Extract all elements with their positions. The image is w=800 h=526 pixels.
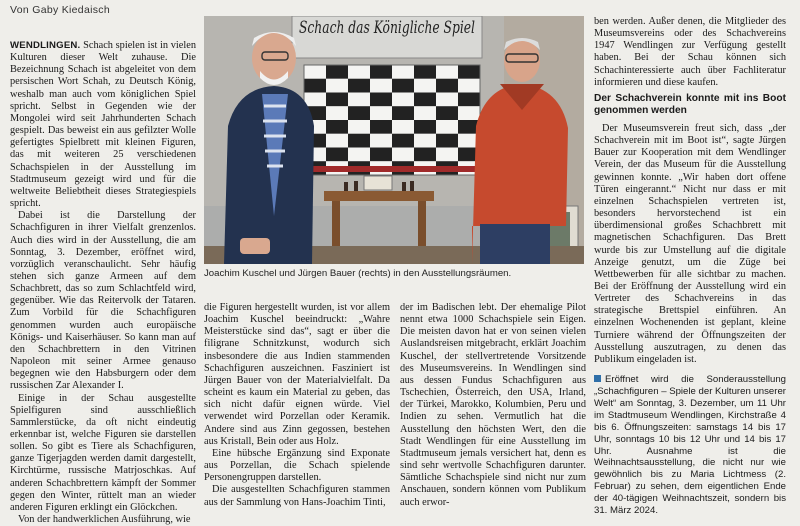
paragraph: Der Museumsverein freut sich, dass „der Schachverein mit im Boot ist“, sagte Jürgen Bauer zur Kooperation mit dem Wendlinger Verein, der das Museum für die Ausstellung gewinnen konnte. „Wir haben dort offene Türen eingerannt.“ Nicht nur dass er mit einzelnen Schachspielen vertreten ist, besonders hervorstechend ist ein überdimensional großes Schachbrett mit magnetischen Schachfiguren. Das Brett wurde bis zur Umstellung auf die digitale Anzeige genutzt, um die Züge bei Wettbewerben für alle sichtbar zu machen. Bei der Eröffnung der Ausstellung wird ein Vertreter des Schachvereins in das strategische Brettspiel einführen. An einzelnen Wochenenden ist geplant, kleine Turniere während der Öffnungszeiten der Ausstellung auszutragen, zu denen das Publikum eingeladen ist. bbox=[594, 122, 786, 365]
board-square bbox=[392, 106, 414, 120]
article-column-1 bbox=[10, 40, 196, 526]
board-square bbox=[348, 93, 370, 107]
board-square bbox=[304, 79, 326, 93]
board-square bbox=[370, 148, 392, 162]
board-square bbox=[436, 148, 458, 162]
paragraph: Dabei ist die Darstellung der Schachfiguren in ihrer Vielfalt grenzenlos. Auch dies wird in der Ausstellung, die am Sonntag, 3. Dezember, eröffnet wird, vorzüglich veranschaulicht. Sehr häufig stehen sich ganze Armeen auf dem Schachbrett, das so zum Schlachtfeld wird, gegenüber. Wie das Reitervolk der Tataren. Zum Vorbild für die Schachfiguren genommen wurden auch europäische Königs- und Kaiserhäuser. So kann man auf den Schachbrettern in den Vitrinen Napoleon mit seiner Armee genauso begegnen wie den Habsburgern oder dem russischen Zar Alexander I. bbox=[10, 210, 196, 392]
article-column-4 bbox=[594, 16, 786, 517]
board-square bbox=[304, 65, 326, 79]
paragraph: Von der handwerklichen Ausführung, wie bbox=[18, 514, 191, 526]
board-square bbox=[326, 148, 348, 162]
board-square bbox=[326, 120, 348, 134]
board-square bbox=[348, 79, 370, 93]
board-square bbox=[326, 93, 348, 107]
byline: Von Gaby Kiedaisch bbox=[10, 4, 110, 16]
board-square bbox=[370, 65, 392, 79]
paragraph: ben werden. Außer denen, die Mitglieder des Museumsvereins oder des Schachvereins 1947 Wendlingen zur Verfügung gestellt haben. Bei der Schau können sich Schachinteressierte auch über Fachliteratur informieren und diese kaufen. bbox=[594, 16, 786, 88]
board-square bbox=[414, 106, 436, 120]
info-box: Eröffnet wird die Sonderausstellung „Schachfiguren – Spiele der Kulturen unserer Welt“ am Sonntag, 3. Dezember, um 11 Uhr im Stadtmuseum Wendlingen, Kirchstraße 4 bis 6. Öffnungszeiten: samstags 14 bis 17 Uhr, sonntags 10 bis 12 Uhr und 14 bis 17 Uhr. Ausnahme ist die Weihnachtsausstellung, die nicht nur wie gewöhnlich bis zu Maria Lichtmess (2. Februar) zu sehen, dem eigentlichen Ende der 40-tägigen Weihnachtszeit, sondern bis 31. März 2024. bbox=[594, 374, 786, 517]
board-square bbox=[436, 65, 458, 79]
board-square bbox=[414, 93, 436, 107]
board-square bbox=[436, 93, 458, 107]
board-square bbox=[458, 93, 480, 107]
board-square bbox=[392, 134, 414, 148]
board-square bbox=[458, 65, 480, 79]
board-square bbox=[392, 148, 414, 162]
board-square bbox=[348, 148, 370, 162]
board-square bbox=[458, 79, 480, 93]
board-square bbox=[348, 106, 370, 120]
board-square bbox=[370, 79, 392, 93]
board-square bbox=[392, 120, 414, 134]
board-square bbox=[348, 65, 370, 79]
board-square bbox=[370, 93, 392, 107]
board-square bbox=[414, 120, 436, 134]
board-square bbox=[326, 79, 348, 93]
board-square bbox=[392, 93, 414, 107]
board-square bbox=[326, 65, 348, 79]
paragraph: Die ausgestellten Schachfiguren stammen aus der Sammlung von Hans-Joachim Tinti, bbox=[204, 484, 390, 508]
board-square bbox=[370, 134, 392, 148]
board-square bbox=[414, 134, 436, 148]
subheading: Der Schachverein konnte mit ins Boot genommen werden bbox=[594, 92, 786, 116]
article-column-2 bbox=[204, 302, 390, 509]
board-square bbox=[436, 106, 458, 120]
board-square bbox=[414, 148, 436, 162]
photo-caption: Joachim Kuschel und Jürgen Bauer (rechts) in den Ausstellungsräumen. bbox=[204, 268, 512, 279]
board-square bbox=[370, 106, 392, 120]
board-square bbox=[436, 134, 458, 148]
article-column-3 bbox=[400, 302, 586, 509]
photo-illustration bbox=[204, 16, 584, 264]
paragraph: Einige in der Schau ausgestellte Spielfiguren sind ausschließlich Sammlerstücke, da oft nicht eindeutig erkennbar ist, welche Figuren sie darstellen sollen. So gibt es Tiere als Schachfiguren, ganze Tigerjagden werden damit dargestellt, Kirchtürme, russische Matrjoschkas. Auf anderen Schachbrettern kämpft der Sommer gegen den Winter, rüttelt man an wieder anderen Figuren erklingt ein Glöckchen. bbox=[10, 392, 196, 513]
board-square bbox=[370, 120, 392, 134]
board-square bbox=[436, 79, 458, 93]
paragraph: Eine hübsche Ergänzung sind Exponate aus Porzellan, die Schach spielende Personengruppen darstellen. bbox=[204, 447, 390, 484]
info-bullet-icon bbox=[594, 375, 601, 382]
banner-text: Schach das Königliche Spiel bbox=[299, 18, 475, 38]
board-square bbox=[326, 134, 348, 148]
board-square bbox=[436, 120, 458, 134]
paragraph: der im Badischen lebt. Der ehemalige Pilot nennt etwa 1000 Schachspiele sein Eigen. Die meisten davon hat er von seinen vielen Auslandsreisen mitgebracht, erklärt Joachim Kuschel, der stellvertretende Vorsitzende des Museumsvereins. In Wendlingen sind aus dessen Fundus Schachfiguren aus Tschechien, Österreich, den USA, Irland, der Türkei, Marokko, Kolumbien, Peru und Indien zu sehen. Vermutlich hat die Ausstellung den höchsten Wert, den die Stadt Wendlingen für eine Ausstellung im Stadtmuseum jemals versichert hat, denn es sind sehr wertvolle Schachfiguren darunter. Sämtliche Schachspiele sind nicht nur zum Anschauen, sondern können vom Publikum auch erwor- bbox=[400, 302, 586, 508]
board-square bbox=[458, 106, 480, 120]
board-square bbox=[326, 106, 348, 120]
board-square bbox=[392, 65, 414, 79]
paragraph: die Figuren hergestellt wurden, ist vor allem Joachim Kuschel beeindruckt: „Wahre Meisterstücke sind das“, sagt er über die filigrane Schnitzkunst, wodurch sich insbesondere die aus Indien stammenden Schachfiguren auszeichnen. Fasziniert ist Jürgen Bauer von der Materialvielfalt. Da scheint es kaum ein Material zu geben, das sich nicht dafür eignen würde. Viel verwendet wird Porzellan oder Keramik. Andere sind aus Zinn gegossen, bestehen aus Kristall, Bein oder aus Holz. bbox=[204, 302, 390, 447]
lead-paragraph: WENDLINGEN. Schach spielen ist in vielen Kulturen dieser Welt zuhause. Die Bezeichnung Schach ist abgeleitet von dem persischen Wort Schah, zu Deutsch König, weshalb man auch vom königlichen Spiel spricht. Selbst in Gegenden wie der Mongolei wird seit Jahrhunderten Schach gespielt. Das beweist ein aus gefilzter Wolle gefertigtes Spielbrett mit kleinen Figuren, das mit weiteren 25 verschiedenen Schachspielen in der Ausstellung im Stadtmuseum gezeigt wird und für die weltweite Beliebtheit dieses Strategiespiels spricht. bbox=[10, 40, 196, 210]
board-square bbox=[304, 93, 326, 107]
dateline: WENDLINGEN. bbox=[10, 40, 81, 51]
board-square bbox=[392, 79, 414, 93]
board-square bbox=[414, 65, 436, 79]
board-square bbox=[348, 134, 370, 148]
board-square bbox=[348, 120, 370, 134]
article-photo bbox=[204, 16, 584, 264]
board-square bbox=[414, 79, 436, 93]
chessboard-display bbox=[304, 65, 480, 175]
